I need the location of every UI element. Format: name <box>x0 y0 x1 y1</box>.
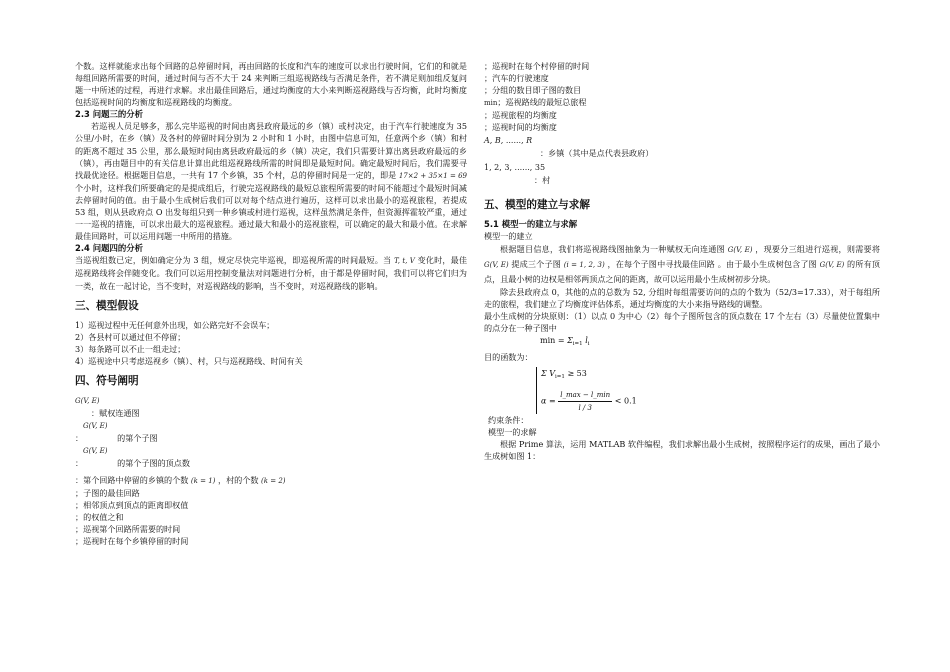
section-2-3-text-a: 若巡视人员足够多，那么完毕巡视的时间由离县政府最远的乡（镇）或村决定，由于汽车行驶速度为 35 公里/小时，在乡（镇）及各村的停留时间分别为 2 小时和 1 小时，由图中信息可知，任意两个乡（镇）和村的距离不超过 35 公里，那么最短时间由离县政府最远的乡（镇）决定，我们只需要计算出离县政府最远的乡（镇），再由题目中的有关信息计算出此组巡视路线所需的时间即是最短时间。确定最短时间后，我们需要寻找最优途径。根据题目信息，一共有 17 个乡镇，35 个村，总的停留时间是一定的，即是 <box>75 121 467 180</box>
section-4-title: 四、符号阐明 <box>75 374 139 387</box>
p1-text-b: ，现要分三组进行巡视，则需要将 <box>755 244 880 255</box>
symbol-3-desc: 的第个子图的顶点数 <box>117 458 190 469</box>
symbol-6: ；相邻顶点到顶点的距离即权值 <box>75 499 189 510</box>
symbol-townships: A, B, ......, R <box>484 135 533 145</box>
model1-paragraph-3: 最小生成树的分块原则：（1）以点 0 为中心（2）每个子图所包含的顶点数在 17 个左右（3）尽量使位置集中的点分在一种子图中 <box>484 311 880 334</box>
assumption-1: 1）巡视过程中无任何意外出现，如公路完好不会误车； <box>75 319 275 330</box>
constraint-2 <box>541 389 880 414</box>
symbol-k1: (k = 1) <box>190 476 216 485</box>
p1-text-e: 。由于最小生成树包含了图 <box>717 259 817 270</box>
right-column <box>484 60 880 462</box>
objective-min: min = <box>540 336 565 346</box>
symbol-colon-2: ： <box>75 458 84 469</box>
symbol-15: ；巡视时间的均衡度 <box>484 122 557 133</box>
constraints-block <box>536 367 880 414</box>
symbol-gve-2: G(V, E) <box>83 422 108 431</box>
symbol-colon: ： <box>75 433 84 444</box>
model1-build-label: 模型一的建立 <box>484 230 533 241</box>
p1-gve-3: G(V, E) <box>819 261 845 270</box>
symbol-12: ；分组的数目即子图的数目 <box>484 85 582 96</box>
section-2-4-text-b: 变化时，最佳巡视路线将会伴随变化。我们可以运用控制变量法对问题进行分析，由于都是停留时间，我们可以将它们归为一类，故在一起讨论，当不变时，对巡视路线的影响，当不变时，对巡视路线的影响。 <box>75 255 467 291</box>
constraints-label: 约束条件： <box>488 414 529 425</box>
section-2-4-title: 2.4 问题四的分析 <box>75 243 144 254</box>
symbol-17 <box>484 161 880 186</box>
objective-sum: Σ <box>567 336 573 346</box>
fraction-denominator: l / 3 <box>578 403 592 412</box>
constraint-1-sum: Σ V <box>541 368 555 378</box>
p1-index: (i = 1, 2, 3) <box>563 261 605 270</box>
section-3-title: 三、模型假设 <box>75 299 139 312</box>
left-column <box>75 60 467 547</box>
symbol-villages: 1, 2, 3, ......, 35 <box>484 162 546 172</box>
stay-time-formula: 17×2 + 35×1 = 69 <box>398 171 467 180</box>
constraint-1-rel: ≥ 53 <box>567 368 587 378</box>
symbol-17-desc: ：村 <box>534 174 551 185</box>
objective-sum-index: i=1 <box>572 341 583 348</box>
symbol-9: ；巡视时在每个乡镇停留的时间 <box>75 536 189 546</box>
p1-gve: G(V, E) <box>727 246 753 255</box>
section-2-3-body <box>75 120 467 242</box>
intro-paragraph: 个数。这样就能求出每个回路的总停留时间，再由回路的长度和汽车的速度可以求出行驶时间，它们的和就是每组回路所需要的时间，通过时间与否不大于 24 来判断三组巡视路线与否满足条件，若不满足则加组反复问题一中所述的过程，再进行求解。求出最佳回路后，通过均衡度的大小来判断巡视路线与否均衡，此时均衡度包括巡视时间的均衡度和巡视路线的均衡度。 <box>75 61 467 108</box>
objective-l: l <box>585 336 588 346</box>
symbol-14: ；巡视旅程的均衡度 <box>484 110 557 121</box>
symbol-gve: G(V, E) <box>75 396 100 405</box>
symbol-2 <box>75 419 467 444</box>
assumption-2: 2）各县村可以通过但不停留； <box>75 331 186 342</box>
model1-solve-label: 模型一的求解 <box>488 426 537 437</box>
model1-paragraph-1 <box>484 242 880 286</box>
model1-paragraph-2: 除去县政府点 0，其他的点的总数为 52, 分组时每组需要访问的点的个数为（52/3=17.33），对于每组所走的旅程，我们建立了均衡度评估体系，通过均衡度的大小来指导路线的调整。 <box>484 287 880 310</box>
symbol-4-desc-b: ，村的个数 <box>217 474 259 485</box>
assumption-4: 4）巡视途中只考虑巡视乡（镇）、村，只与巡视路线、时间有关 <box>75 355 303 366</box>
symbol-4 <box>75 474 467 487</box>
constraint-1-sum-index: i=1 <box>554 373 565 380</box>
p1-text-f: 的所有顶点，且最小树的边权是相邻两顶点之间的距离，故可以运用最小生成树初步分块。 <box>484 259 880 285</box>
symbol-16 <box>484 134 880 159</box>
symbol-13 <box>484 96 880 109</box>
section-5-title: 五、模型的建立与求解 <box>484 198 590 211</box>
section-2-3-text-b: 个小时，这样我们所要确定的是提成组后，行驶完巡视路线的最短总旅程所需要的时间不能超过个最短时间减去停留时间的值。由于最小生成树后我们可以对每个结点进行遍历，这样可以求出最小的巡视旅程，若提成 53 组，则从县政府点 O 出发每组只到一种乡镇或村进行巡视，这样虽然满足条件，但资源挥霍较严重，通过一一巡视的措施，可以求出最大的巡视旅程。通过最大和最小的巡视旅程，可以确定的最大和最小值。在求解最佳回路时，可以运用问题一中所用的措施。 <box>75 182 467 242</box>
symbol-7: ；的权值之和 <box>75 511 124 522</box>
symbol-13-desc: ；巡视路线的最短总旅程 <box>497 97 587 108</box>
constraint-2-fraction <box>558 389 612 414</box>
objective-formula <box>484 334 880 350</box>
symbol-16-desc: ：乡镇（其中是点代表县政府） <box>540 147 654 158</box>
model1-paragraph-4: 目的函数为： <box>484 351 533 362</box>
assumption-3: 3）每条路可以不止一组走过； <box>75 343 186 354</box>
section-2-4-text-a: 当巡视组数已定，例如确定分为 3 组，规定尽快完毕巡视，即巡视所需的时间最短。当 <box>75 255 392 266</box>
symbol-11: ；汽车的行驶速度 <box>484 73 549 84</box>
variables-tTV: T, t, V <box>394 257 415 266</box>
symbol-10: ；巡视时在每个村停留的时间 <box>484 61 590 71</box>
symbol-1-desc: ：赋权连通图 <box>91 408 140 419</box>
objective-l-index: i <box>587 341 590 348</box>
p1-text-a: 根据题目信息，我们将巡视路线图抽象为一种赋权无向连通图 <box>500 244 725 255</box>
symbol-5: ；子图的最佳回路 <box>75 487 140 498</box>
p1-text-c: 提成三个子图 <box>511 259 561 270</box>
symbol-8: ；巡视第个回路所需要的时间 <box>75 523 181 534</box>
constraint-2-rel: < 0.1 <box>614 396 637 406</box>
symbol-k2: (k = 2) <box>261 476 286 485</box>
symbol-gve-3: G(V, E) <box>83 447 108 456</box>
symbol-3 <box>75 444 467 469</box>
section-5-1-title: 5.1 模型一的建立与求解 <box>484 218 578 229</box>
section-2-4-body <box>75 254 467 291</box>
symbol-2-desc: 的第个子图 <box>117 433 158 444</box>
model1-paragraph-5: 根据 Prime 算法，运用 MATLAB 软件编程，我们求解出最小生成树，按照程序运行的成果，画出了最小生成树如图 1： <box>484 439 880 462</box>
section-2-3-title: 2.3 问题三的分析 <box>75 109 144 120</box>
p1-gve-2: G(V, E) <box>484 261 509 270</box>
fraction-numerator: l_max − l_min <box>558 389 612 402</box>
symbol-4-desc-a: ：第个回路中停留的乡镇的个数 <box>75 474 189 485</box>
symbol-min: min <box>484 99 498 108</box>
constraint-1 <box>541 367 880 383</box>
constraint-2-alpha: α = <box>541 396 556 406</box>
p1-text-d: ，在每个子图中寻找最佳回路 <box>607 259 715 270</box>
symbol-1 <box>75 394 467 419</box>
